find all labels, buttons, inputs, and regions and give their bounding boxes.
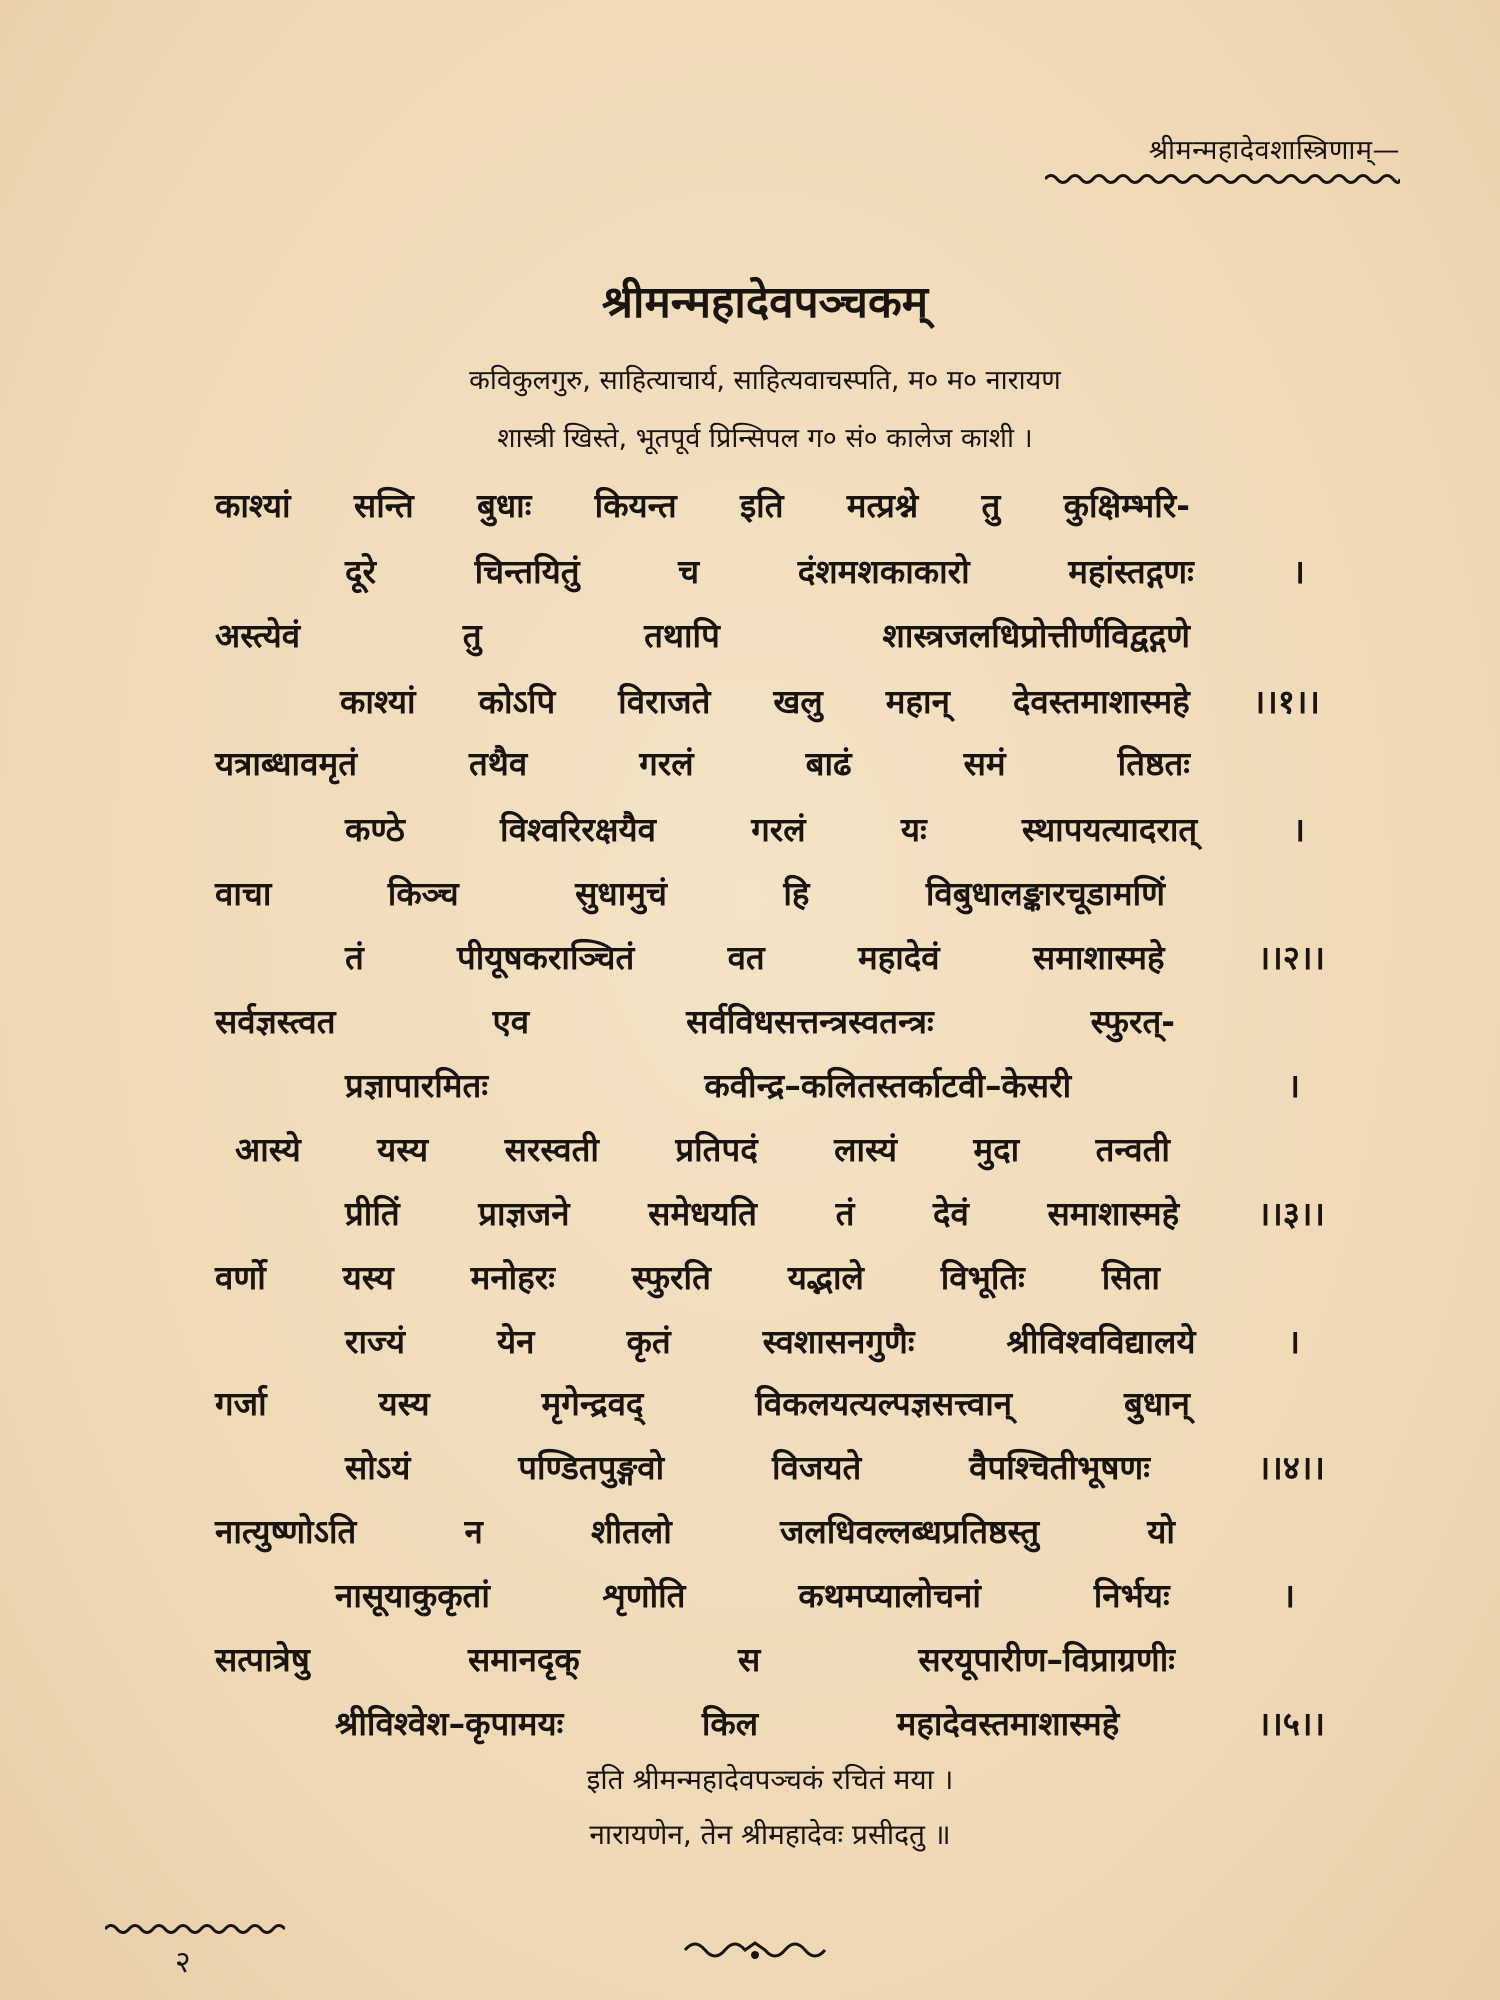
- verse-word: देवस्तमाशास्महे: [1012, 682, 1190, 721]
- verse-word: यस्य: [377, 1130, 429, 1169]
- verse-word: तथापि: [644, 616, 720, 655]
- verse-word: एव: [492, 1002, 530, 1041]
- verse-word: बाढं: [805, 744, 852, 783]
- verse-line: [215, 740, 1190, 785]
- verse-line: [345, 934, 1325, 979]
- verse-word: स्थापयत्यादरात्: [1021, 810, 1198, 849]
- page-number: २: [175, 1945, 191, 1980]
- verse-word: वर्णो: [215, 1258, 266, 1297]
- byline-line-2: शास्त्री खिस्ते, भूतपूर्व प्रिन्सिपल ग० सं० कालेज काशी ।: [497, 423, 1033, 454]
- verse-line: [345, 1062, 1300, 1107]
- verse-word: किल: [701, 1704, 759, 1743]
- verse-word: गर्जा: [215, 1384, 267, 1423]
- verse-word: शास्त्रजलधिप्रोत्तीर्णविद्वद्गणे: [882, 616, 1190, 655]
- verse-word: कृतं: [626, 1322, 671, 1361]
- verse-word: स्फुरत्-: [1090, 1002, 1175, 1041]
- verse-word: समाशास्महे: [1032, 938, 1165, 977]
- verse-word: इति: [739, 486, 784, 525]
- colophon-line-2: नारायणेन, तेन श्रीमहादेवः प्रसीदतु ॥: [589, 1818, 951, 1851]
- verse-word: तन्वती: [1095, 1130, 1170, 1169]
- verse-word: सरयूपारीण–विप्राग्रणीः: [918, 1640, 1175, 1679]
- verse-word: आस्ये: [235, 1130, 301, 1169]
- verse-line: [345, 1190, 1325, 1235]
- header-wavy-rule: [1045, 172, 1400, 186]
- verse-word: सन्ति: [353, 486, 414, 525]
- verse-word: काश्यां: [340, 682, 416, 721]
- verse-word: सर्वज्ञस्त्वत: [215, 1002, 336, 1041]
- verse-word: प्रज्ञापारमितः: [345, 1066, 489, 1105]
- footer-wavy-rule: [105, 1922, 285, 1936]
- verse-word: तथैव: [468, 744, 528, 783]
- verse-word: दंशमशकाकारो: [797, 552, 970, 591]
- verse-word: लास्यं: [834, 1130, 897, 1169]
- verse-word: महांस्तद्गणः: [1068, 552, 1194, 591]
- verse-word: यस्य: [342, 1258, 394, 1297]
- verse-word: मृगेन्द्रवद्: [541, 1384, 644, 1423]
- verse-word: यो: [1147, 1512, 1175, 1551]
- verse-word: पीयूषकराञ्चितं: [457, 938, 635, 977]
- verse-word: महादेवं: [857, 938, 940, 977]
- verse-word: खलु: [773, 682, 823, 721]
- verse-word: सर्वविधसत्तन्त्रस्वतन्त्रः: [686, 1002, 934, 1041]
- running-head: श्रीमन्महादेवशास्त्रिणाम्—: [1148, 135, 1400, 166]
- verse-word: किञ्च: [387, 874, 459, 913]
- verse-word: विबुधालङ्कारचूडामणिं: [925, 874, 1165, 913]
- verse-word: यस्य: [378, 1384, 430, 1423]
- verse-word: सत्पात्रेषु: [215, 1640, 310, 1679]
- verse-word: श्रीविश्वविद्यालये: [1006, 1322, 1196, 1361]
- verse-line: [345, 1444, 1325, 1489]
- verse-word: येन: [497, 1322, 535, 1361]
- verse-line: [345, 1318, 1300, 1363]
- verse-word: ।: [1282, 1576, 1295, 1615]
- verse-word: देवं: [933, 1194, 969, 1233]
- verse-line: [345, 806, 1305, 851]
- verse-word: स: [737, 1640, 761, 1679]
- verse-word: विकलयत्यल्पज्ञसत्त्वान्: [755, 1384, 1013, 1423]
- verse-line: [215, 1636, 1175, 1681]
- verse-word: प्रतिपदं: [675, 1130, 758, 1169]
- verse-word: सरस्वती: [504, 1130, 599, 1169]
- verse-word: तु: [981, 486, 1001, 525]
- verse-word: गरलं: [751, 810, 806, 849]
- verse-line: [340, 678, 1320, 723]
- verse-word: यत्राब्धावमृतं: [215, 744, 357, 783]
- verse-word: गरलं: [639, 744, 694, 783]
- verse-word: समेधयति: [648, 1194, 757, 1233]
- verse-word: तिष्ठतः: [1117, 744, 1190, 783]
- verse-word: नात्युष्णोऽति: [215, 1512, 357, 1551]
- verse-word: अस्त्येवं: [215, 616, 301, 655]
- verse-word: महान्: [885, 682, 950, 721]
- verse-word: यः: [900, 810, 927, 849]
- verse-word: मुदा: [973, 1130, 1020, 1169]
- byline-line-1: कविकुलगुरु, साहित्याचार्य, साहित्यवाचस्पति, म० म० नारायण: [469, 365, 1061, 396]
- verse-word: तं: [835, 1194, 855, 1233]
- verse-line: [215, 998, 1175, 1043]
- verse-word: वाचा: [215, 874, 272, 913]
- verse-line: [335, 1700, 1325, 1745]
- verse-word: वैपश्चितीभूषणः: [969, 1448, 1150, 1487]
- verse-word: विजयते: [772, 1448, 862, 1487]
- verse-line: [215, 870, 1165, 915]
- verse-word: बुधाः: [477, 486, 532, 525]
- verse-word: चिन्तयितुं: [474, 552, 580, 591]
- verse-word: न: [464, 1512, 483, 1551]
- verse-word: प्रीतिं: [345, 1194, 400, 1233]
- verse-word: प्राज्ञजने: [478, 1194, 570, 1233]
- verse-word: समाशास्महे: [1047, 1194, 1180, 1233]
- verse-word: ।: [1287, 1066, 1300, 1105]
- verse-line: [215, 1380, 1190, 1425]
- verse-word: स्वशासनगुणैः: [762, 1322, 915, 1361]
- verse-word: स्फुरति: [631, 1258, 711, 1297]
- verse-word: सुधामुचं: [575, 874, 667, 913]
- verse-word: तं: [345, 938, 364, 977]
- verse-word: कथमप्यालोचनां: [798, 1576, 981, 1615]
- verse-word: श्रीविश्वेश–कृपामयः: [335, 1704, 564, 1743]
- verse-word: ।।२।।: [1257, 938, 1325, 977]
- verse-line: [215, 1508, 1175, 1553]
- verse-word: ।: [1292, 552, 1305, 591]
- verse-word: राज्यं: [345, 1322, 406, 1361]
- verse-word: काश्यां: [215, 486, 291, 525]
- poem-title: श्रीमन्महादेवपञ्चकम्: [601, 277, 929, 328]
- verse-word: ।: [1287, 1322, 1300, 1361]
- verse-word: तु: [462, 616, 482, 655]
- verse-line: [215, 1254, 1160, 1299]
- verse-word: नासूयाकुकृतां: [335, 1576, 490, 1615]
- verse-word: कोऽपि: [478, 682, 556, 721]
- verse-word: सोऽयं: [345, 1448, 411, 1487]
- verse-word: पण्डितपुङ्गवो: [518, 1448, 665, 1487]
- verse-line: [215, 482, 1190, 527]
- verse-word: शीतलो: [591, 1512, 672, 1551]
- verse-line: [345, 548, 1305, 593]
- verse-word: मनोहरः: [470, 1258, 555, 1297]
- verse-word: ।।४।।: [1257, 1448, 1325, 1487]
- verse-word: वत: [727, 938, 765, 977]
- verse-line: [215, 612, 1190, 657]
- verse-word: जलधिवल्लब्धप्रतिष्ठस्तु: [779, 1512, 1040, 1551]
- verse-word: दूरे: [345, 552, 377, 591]
- verse-word: समं: [963, 744, 1006, 783]
- verse-word: कण्ठे: [345, 810, 405, 849]
- verse-word: ।: [1292, 810, 1305, 849]
- verse-word: विश्वरिरक्षयैव: [500, 810, 657, 849]
- verse-word: यद्भाले: [787, 1258, 864, 1297]
- verse-word: विभूतिः: [940, 1258, 1025, 1297]
- verse-word: च: [678, 552, 700, 591]
- verse-word: कवीन्द्र–कलितस्तर्काटवी–केसरी: [704, 1066, 1072, 1105]
- verse-word: महादेवस्तमाशास्महे: [896, 1704, 1120, 1743]
- verse-word: कियन्त: [594, 486, 677, 525]
- verse-word: ।।५।।: [1257, 1704, 1325, 1743]
- verse-word: विराजते: [618, 682, 711, 721]
- verse-word: ।।३।।: [1257, 1194, 1325, 1233]
- verse-word: सिता: [1101, 1258, 1160, 1297]
- ornament-icon: [680, 1935, 830, 1965]
- verse-word: हि: [783, 874, 810, 913]
- verse-word: शृणोति: [602, 1576, 686, 1615]
- colophon-line-1: इति श्रीमन्महादेवपञ्चकं रचितं मया ।: [586, 1763, 954, 1796]
- verse-line: [235, 1126, 1170, 1171]
- verse-word: कुक्षिम्भरि-: [1063, 486, 1190, 525]
- verse-word: बुधान्: [1124, 1384, 1190, 1423]
- verse-word: ।।१।।: [1252, 682, 1320, 721]
- verse-word: निर्भयः: [1093, 1576, 1170, 1615]
- verse-line: [335, 1572, 1295, 1617]
- verse-word: समानदृक्: [467, 1640, 580, 1679]
- verse-word: मत्प्रश्ने: [846, 486, 919, 525]
